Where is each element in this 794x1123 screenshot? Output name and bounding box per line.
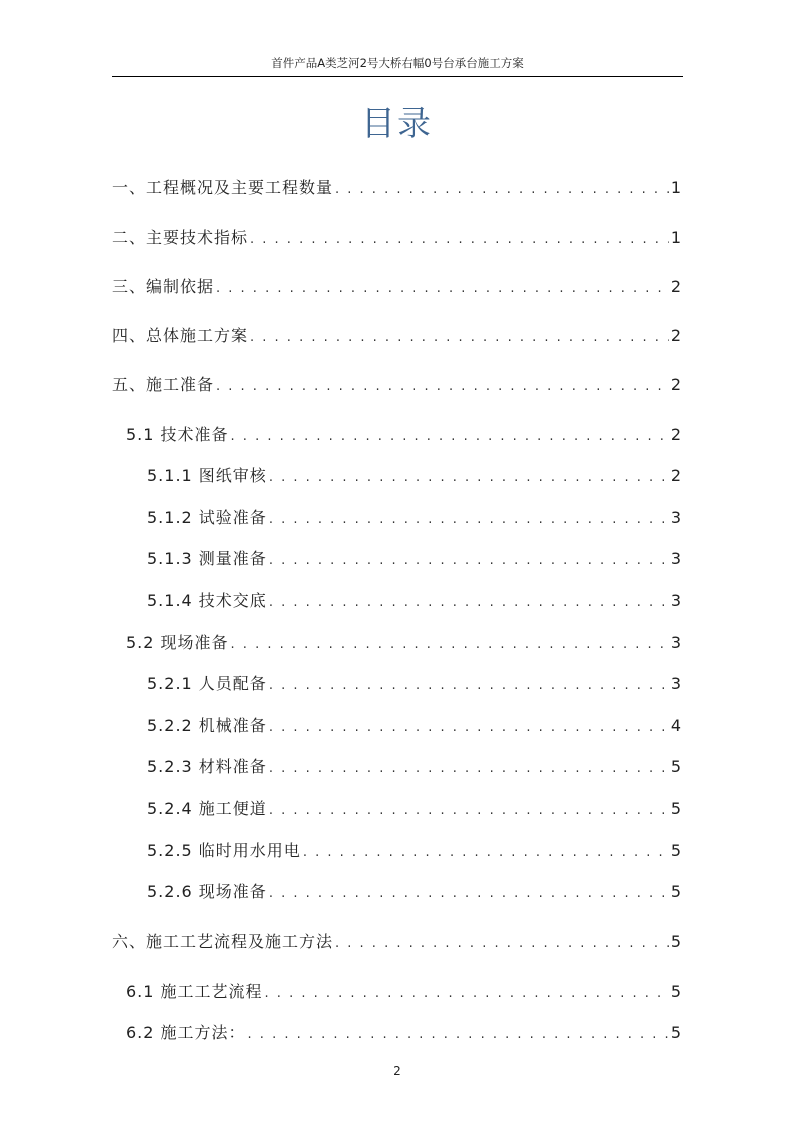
toc-leader xyxy=(269,883,669,905)
toc-entry[interactable] xyxy=(147,548,681,570)
toc-label: 5.2.3 材料准备 xyxy=(147,757,267,776)
toc-page-number: 2 xyxy=(670,466,681,485)
toc-leader xyxy=(250,327,669,349)
toc-leader xyxy=(269,717,669,739)
toc-entry[interactable] xyxy=(147,590,681,612)
toc-page-number: 4 xyxy=(670,716,681,735)
toc-label: 5.1 技术准备 xyxy=(126,425,229,444)
toc-entry[interactable] xyxy=(126,1022,681,1044)
toc-leader xyxy=(269,509,669,531)
page-footer xyxy=(0,1064,794,1078)
toc-page-number: 5 xyxy=(670,882,681,901)
toc-entry[interactable] xyxy=(126,632,681,654)
toc-leader xyxy=(269,800,669,822)
toc-label: 5.2.4 施工便道 xyxy=(147,799,267,818)
page-title: 目录 xyxy=(361,104,433,144)
toc-label: 五、施工准备 xyxy=(112,375,215,394)
toc-page-number: 5 xyxy=(670,982,681,1001)
toc-entry[interactable] xyxy=(147,798,681,820)
toc-entry[interactable] xyxy=(147,756,681,778)
toc-page-number: 5 xyxy=(670,932,681,951)
toc-label: 5.2.1 人员配备 xyxy=(147,674,267,693)
toc-label: 5.1.3 测量准备 xyxy=(147,549,267,568)
toc-entry[interactable] xyxy=(112,227,681,249)
toc-page-number: 5 xyxy=(670,841,681,860)
toc-leader xyxy=(335,933,669,955)
footer-page-number: 2 xyxy=(393,1064,401,1078)
toc-entry[interactable] xyxy=(147,507,681,529)
toc-label: 5.1.2 试验准备 xyxy=(147,508,267,527)
toc-entry[interactable] xyxy=(112,374,681,396)
toc-page-number: 5 xyxy=(670,799,681,818)
toc-label: 5.2.2 机械准备 xyxy=(147,716,267,735)
toc-label: 5.2.6 现场准备 xyxy=(147,882,267,901)
toc-page-number: 3 xyxy=(670,633,681,652)
toc-label: 6.1 施工工艺流程 xyxy=(126,982,263,1001)
toc-leader xyxy=(248,1024,669,1046)
toc-entry[interactable] xyxy=(112,177,681,199)
toc-leader xyxy=(250,229,669,251)
toc-entry[interactable] xyxy=(147,881,681,903)
toc-page-number: 2 xyxy=(670,425,681,444)
toc-label: 6.2 施工方法： xyxy=(126,1023,246,1042)
toc-leader xyxy=(231,634,669,656)
toc-label: 六、施工工艺流程及施工方法 xyxy=(112,932,334,951)
toc-page-number: 3 xyxy=(670,508,681,527)
toc-label: 5.2 现场准备 xyxy=(126,633,229,652)
toc-page-number: 3 xyxy=(670,591,681,610)
toc-entry[interactable] xyxy=(112,325,681,347)
toc-entry[interactable] xyxy=(112,276,681,298)
header-text: 首件产品A类芝河2号大桥右幅0号台承台施工方案 xyxy=(271,56,524,70)
toc-page-number: 3 xyxy=(670,674,681,693)
toc-entry[interactable] xyxy=(147,840,681,862)
toc-page-number: 2 xyxy=(670,277,681,296)
toc-leader xyxy=(335,179,669,201)
toc-leader xyxy=(269,758,669,780)
toc-entry[interactable] xyxy=(112,931,681,953)
toc-entry[interactable] xyxy=(147,465,681,487)
toc-label: 5.1.4 技术交底 xyxy=(147,591,267,610)
toc-entry[interactable] xyxy=(126,424,681,446)
running-header xyxy=(112,56,683,77)
toc-entry[interactable] xyxy=(147,673,681,695)
toc-page-number: 1 xyxy=(670,178,681,197)
toc-label: 5.1.1 图纸审核 xyxy=(147,466,267,485)
toc-entry[interactable] xyxy=(147,715,681,737)
toc-entry[interactable] xyxy=(126,981,681,1003)
toc-label: 三、编制依据 xyxy=(112,277,215,296)
toc-leader xyxy=(303,842,669,864)
toc-leader xyxy=(265,983,669,1005)
toc-leader xyxy=(269,675,669,697)
toc-label: 二、主要技术指标 xyxy=(112,228,249,247)
toc-leader xyxy=(231,426,669,448)
toc-leader xyxy=(269,550,669,572)
toc-label: 四、总体施工方案 xyxy=(112,326,249,345)
toc-leader xyxy=(269,467,669,489)
toc-page-number: 5 xyxy=(670,757,681,776)
toc-leader xyxy=(216,376,669,398)
toc-label: 一、工程概况及主要工程数量 xyxy=(112,178,334,197)
toc-page-number: 2 xyxy=(670,326,681,345)
toc-page-number: 3 xyxy=(670,549,681,568)
toc-label: 5.2.5 临时用水用电 xyxy=(147,841,301,860)
toc-leader xyxy=(269,592,669,614)
toc-page-number: 5 xyxy=(670,1023,681,1042)
toc-page-number: 2 xyxy=(670,375,681,394)
toc-page-number: 1 xyxy=(670,228,681,247)
toc-leader xyxy=(216,278,669,300)
